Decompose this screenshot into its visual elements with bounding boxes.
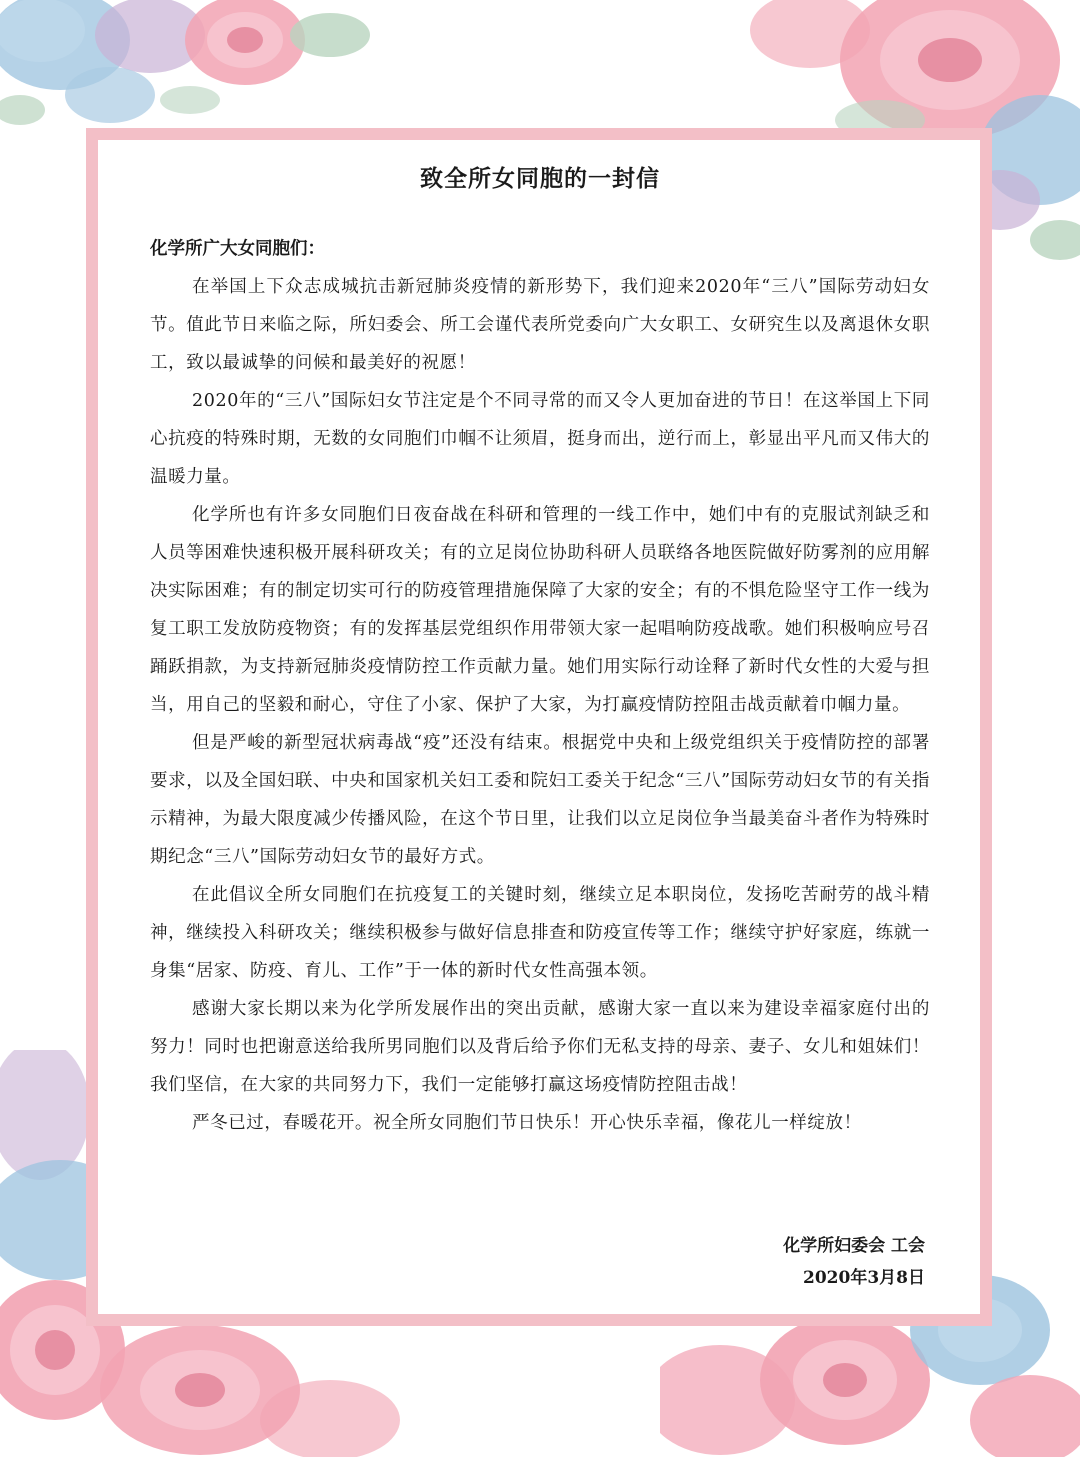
letter-paragraph: 严冬已过，春暖花开。祝全所女同胞们节日快乐！开心快乐幸福，像花儿一样绽放！ bbox=[192, 1113, 862, 1133]
signature-org: 化学所妇委会 工会 bbox=[783, 1236, 925, 1256]
letter-paragraph: 化学所也有许多女同胞们日夜奋战在科研和管理的一线工作中，她们中有的克服试剂缺乏和人员等困难快速积极开展科研攻关；有的立足岗位协助科研人员联络各地医院做好防雾剂的应用解决实际困难；有的制定切实可行的防疫管理措施保障了大家的安全；有的不惧危险坚守工作一线为复工职工发放防疫物资；有的发挥基层党组织作用带领大家一起唱响防疫战歌。她们积极响应号召踊跃捐款，为支持新冠肺炎疫情防控工作贡献力量。她们用实际行动诠释了新时代女性的大爱与担当，用自己的坚毅和耐心，守住了小家、保护了大家，为打赢疫情防控阻击战贡献着巾帼力量。 bbox=[150, 505, 930, 715]
letter-paragraph: 2020年的“三八”国际妇女节注定是个不同寻常的而又令人更加奋进的节日！在这举国上下同心抗疫的特殊时期，无数的女同胞们巾帼不让须眉，挺身而出，逆行而上，彰显出平凡而又伟大的温暖力量。 bbox=[150, 391, 930, 487]
letter-paragraph: 感谢大家长期以来为化学所发展作出的突出贡献，感谢大家一直以来为建设幸福家庭付出的努力！同时也把谢意送给我所男同胞们以及背后给予你们无私支持的母亲、妻子、女儿和姐妹们！我们坚信，在大家的共同努力下，我们一定能够打赢这场疫情防控阻击战！ bbox=[150, 999, 930, 1095]
signature-date: 2020年3月8日 bbox=[803, 1268, 925, 1288]
letter-paragraph: 在此倡议全所女同胞们在抗疫复工的关键时刻，继续立足本职岗位，发扬吃苦耐劳的战斗精神，继续投入科研攻关；继续积极参与做好信息排查和防疫宣传等工作；继续守护好家庭，练就一身集“居家、防疫、育儿、工作”于一体的新时代女性高强本领。 bbox=[150, 885, 930, 981]
letter-salutation: 化学所广大女同胞们： bbox=[150, 239, 325, 259]
letter-paragraph: 在举国上下众志成城抗击新冠肺炎疫情的新形势下，我们迎来2020年“三八”国际劳动妇女节。值此节日来临之际，所妇委会、所工会谨代表所党委向广大女职工、女研究生以及离退休女职工，致以最诚挚的问候和最美好的祝愿！ bbox=[150, 277, 930, 373]
letter-paragraph: 但是严峻的新型冠状病毒战“疫”还没有结束。根据党中央和上级党组织关于疫情防控的部署要求，以及全国妇联、中央和国家机关妇工委和院妇工委关于纪念“三八”国际劳动妇女节的有关指示精神，为最大限度减少传播风险，在这个节日里，让我们以立足岗位争当最美奋斗者作为特殊时期纪念“三八”国际劳动妇女节的最好方式。 bbox=[150, 733, 930, 867]
letter-signature bbox=[783, 1230, 925, 1294]
letter-title: 致全所女同胞的一封信 bbox=[420, 165, 660, 192]
letter-body bbox=[150, 150, 930, 1142]
